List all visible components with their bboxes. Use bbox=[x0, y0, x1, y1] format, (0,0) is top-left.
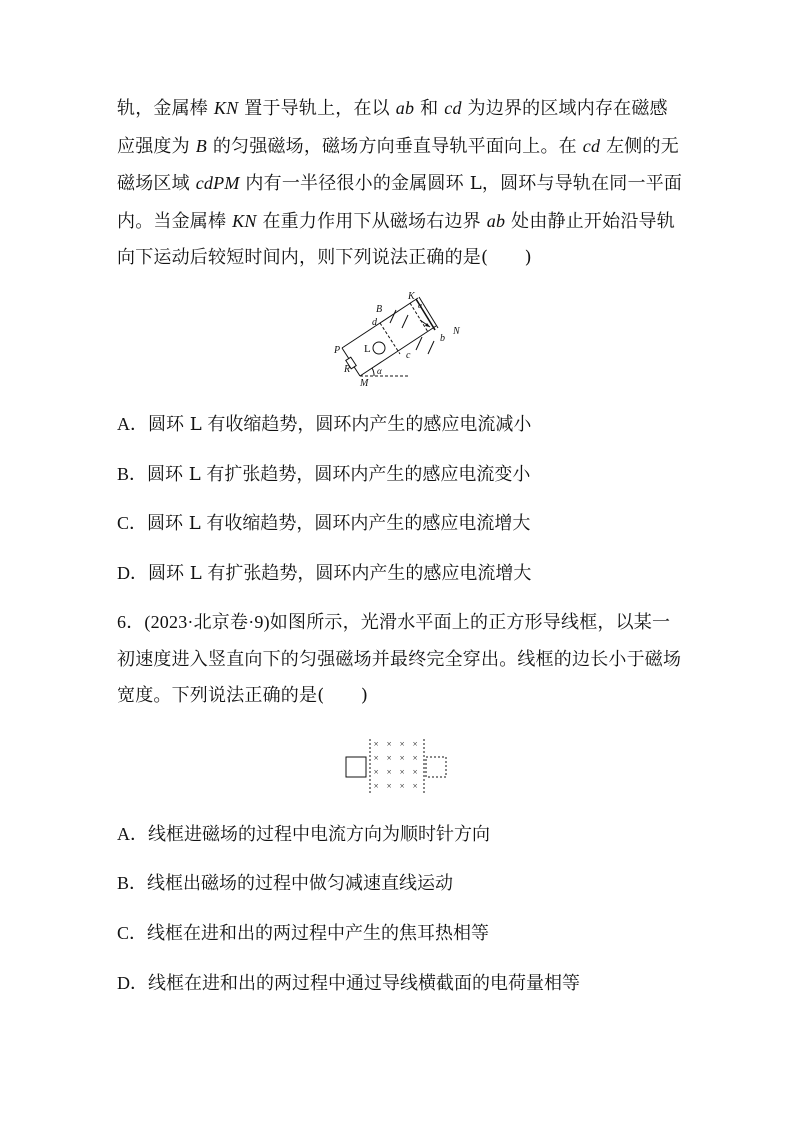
ring-L bbox=[373, 342, 385, 354]
q6-option-b bbox=[117, 871, 717, 896]
label-alpha: α bbox=[377, 366, 382, 376]
q5-stem-text: 在重力作用下从磁场右边界 bbox=[256, 210, 487, 232]
option-letter: A． bbox=[117, 414, 148, 434]
question-source: (2023·北京卷·9) bbox=[144, 612, 270, 632]
field-cross-mark: × bbox=[412, 753, 419, 763]
option-letter: B． bbox=[117, 464, 148, 484]
var-cd: cd bbox=[582, 135, 601, 156]
q6-stem-text: 如图所示，光滑水平面上的正方形导线框，以某一初速度进入竖直向下的匀强磁场并最终完全穿出。线框的边长小于磁场宽度。下列说法正确的是( ) bbox=[117, 612, 682, 706]
q5-option-a bbox=[117, 412, 717, 437]
var-KN: KN bbox=[232, 210, 257, 231]
option-letter: A． bbox=[117, 824, 148, 844]
field-cross-mark: × bbox=[373, 767, 380, 777]
label-a: a bbox=[418, 301, 422, 310]
field-cross-mark: × bbox=[386, 767, 393, 777]
option-letter: D． bbox=[117, 973, 148, 993]
field-line bbox=[390, 310, 396, 323]
option-text: 圆环 L 有收缩趋势，圆环内产生的感应电流减小 bbox=[148, 414, 532, 435]
var-ab: ab bbox=[395, 98, 415, 118]
field-cross-mark: × bbox=[399, 781, 406, 791]
q5-stem-text: 内有一半径很小的金属圆环 L，圆环与导轨在同一平面内。当金属棒 bbox=[117, 173, 683, 232]
option-text: 圆环 L 有扩张趋势，圆环内产生的感应电流增大 bbox=[148, 563, 532, 584]
q5-option-d bbox=[117, 561, 717, 586]
field-cross-mark: × bbox=[412, 767, 419, 777]
q5-stem-text: 和 bbox=[414, 98, 445, 119]
label-B: B bbox=[376, 304, 383, 315]
field-cross-mark: × bbox=[412, 739, 419, 749]
var-B: B bbox=[195, 135, 207, 156]
angle-arc bbox=[372, 368, 374, 376]
boundary-cd bbox=[380, 323, 400, 354]
var-cdPM: cdPM bbox=[195, 173, 240, 193]
option-text: 线框在进和出的两过程中产生的焦耳热相等 bbox=[147, 923, 490, 944]
frame-after bbox=[426, 757, 446, 777]
q6-field-figure bbox=[340, 735, 455, 797]
label-P: P bbox=[334, 345, 341, 356]
question-number: 6． bbox=[117, 612, 145, 632]
option-letter: D． bbox=[117, 563, 148, 583]
var-cd: cd bbox=[444, 98, 462, 118]
q5-stem-text: 置于导轨上，在以 bbox=[238, 98, 396, 119]
q5-stem-text: 为边界的区域内存在磁感应强度为 bbox=[117, 98, 668, 157]
field-cross-mark: × bbox=[373, 753, 380, 763]
field-cross-mark: × bbox=[373, 739, 380, 749]
q5-rail-figure bbox=[330, 290, 470, 390]
option-text: 圆环 L 有收缩趋势，圆环内产生的感应电流增大 bbox=[147, 513, 531, 534]
var-ab: ab bbox=[486, 210, 506, 231]
q6-option-c bbox=[117, 921, 717, 946]
label-c: c bbox=[406, 350, 411, 361]
var-KN: KN bbox=[213, 98, 239, 118]
q6-option-a bbox=[117, 822, 717, 847]
q5-option-c bbox=[117, 511, 717, 536]
label-M: M bbox=[360, 378, 369, 389]
field-cross-mark: × bbox=[412, 781, 419, 791]
label-L: L bbox=[364, 343, 371, 355]
field-cross-mark: × bbox=[373, 781, 380, 791]
option-text: 圆环 L 有扩张趋势，圆环内产生的感应电流变小 bbox=[147, 464, 531, 485]
bottom-rail bbox=[360, 326, 436, 376]
label-K: K bbox=[408, 291, 415, 302]
field-cross-mark: × bbox=[386, 739, 393, 749]
option-text: 线框进磁场的过程中电流方向为顺时针方向 bbox=[148, 824, 490, 845]
label-b: b bbox=[440, 333, 445, 344]
q5-stem-text: 左侧的无磁场区域 bbox=[117, 135, 679, 194]
label-R: R bbox=[344, 364, 351, 375]
q5-stem bbox=[117, 90, 683, 277]
option-letter: B． bbox=[117, 873, 148, 893]
option-text: 线框出磁场的过程中做匀减速直线运动 bbox=[147, 873, 454, 894]
q6-stem bbox=[117, 604, 683, 715]
label-d: d bbox=[372, 317, 377, 328]
field-line bbox=[428, 341, 434, 354]
option-letter: C． bbox=[117, 923, 148, 943]
q5-stem-text: 处由静止开始沿导轨向下运动后较短时间内，则下列说法正确的是( ) bbox=[117, 210, 675, 268]
field-cross-mark: × bbox=[399, 739, 406, 749]
field-cross-mark: × bbox=[386, 781, 393, 791]
frame-before bbox=[346, 757, 366, 777]
option-letter: C． bbox=[117, 513, 148, 533]
field-cross-mark: × bbox=[399, 753, 406, 763]
field-line bbox=[402, 315, 408, 328]
q6-option-d bbox=[117, 971, 717, 996]
field-crosses bbox=[373, 739, 418, 791]
q5-stem-text: 轨，金属棒 bbox=[117, 98, 214, 119]
field-cross-mark: × bbox=[399, 767, 406, 777]
option-text: 线框在进和出的两过程中通过导线横截面的电荷量相等 bbox=[148, 973, 580, 994]
label-N: N bbox=[453, 326, 460, 337]
q5-stem-text: 的匀强磁场，磁场方向垂直导轨平面向上。在 bbox=[206, 135, 583, 157]
field-cross-mark: × bbox=[386, 753, 393, 763]
q5-option-b bbox=[117, 462, 717, 487]
